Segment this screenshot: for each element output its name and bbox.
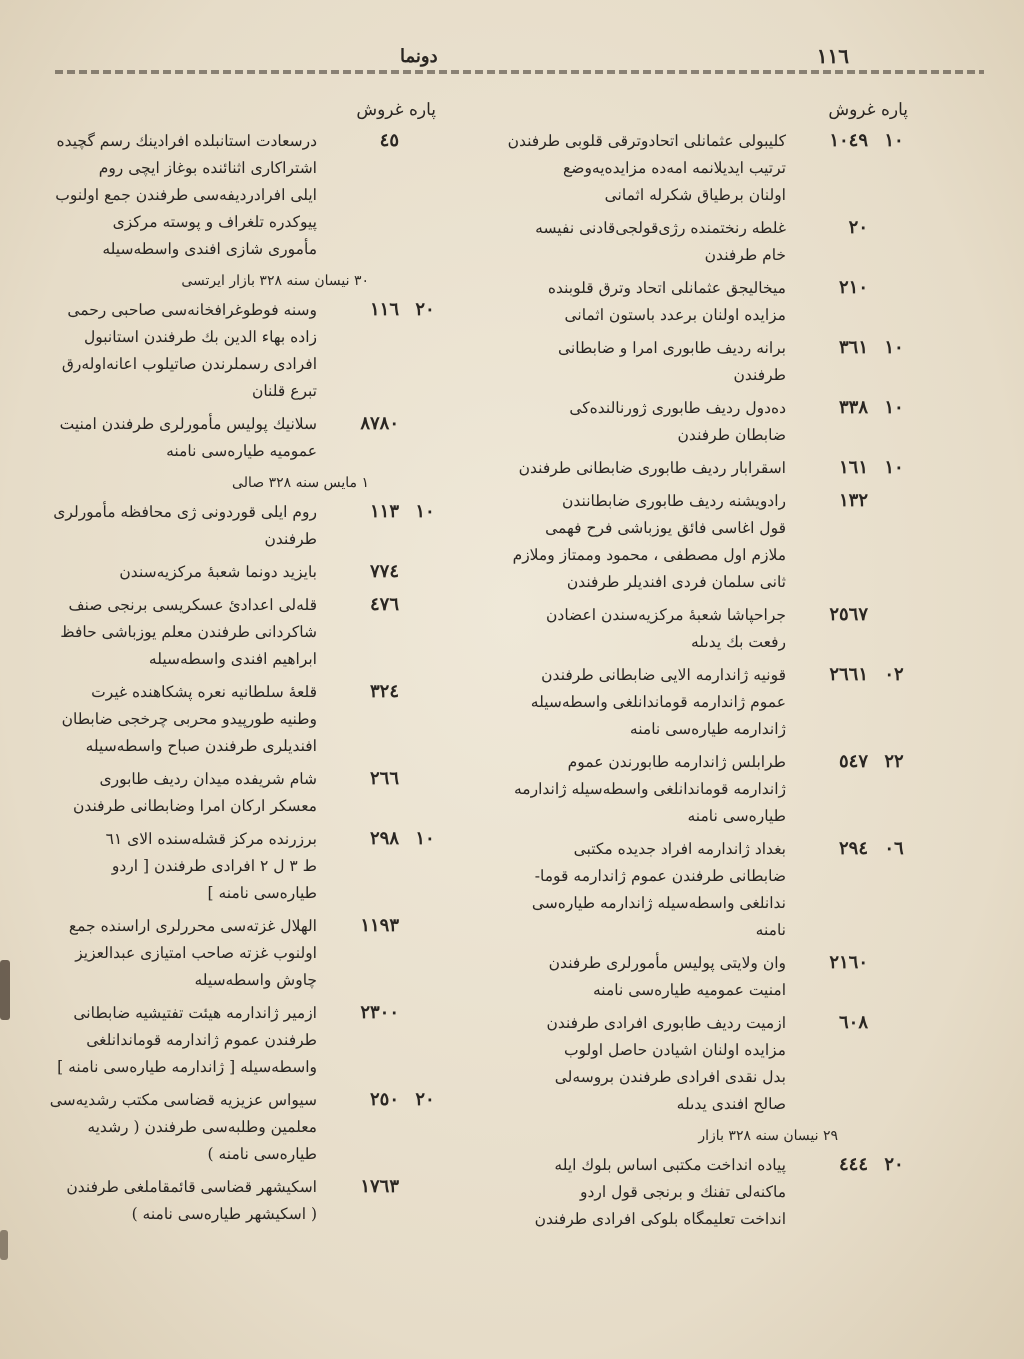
donation-entry bbox=[39, 411, 439, 465]
entry-amount bbox=[786, 1010, 908, 1118]
entry-amount bbox=[786, 488, 908, 596]
donation-entry bbox=[39, 499, 439, 553]
date-note: ٢٩ نيسان سنه ٣٢٨ بازار bbox=[698, 1128, 838, 1144]
entry-amount bbox=[317, 592, 439, 673]
description-line: طرفندن bbox=[733, 366, 786, 384]
date-note: ٣٠ نيسان سنه ٣٢٨ بازار ايرتسى bbox=[181, 273, 369, 289]
description-line: ط ٣ ل ٢ افرادى طرفندن [ اردو bbox=[111, 857, 317, 875]
gurus-value: ٢٥٠ bbox=[369, 1089, 399, 1110]
para-value bbox=[880, 952, 908, 1004]
gurus-value: ٢٩٤ bbox=[838, 838, 868, 859]
gurus-value: ٢١٠ bbox=[838, 277, 868, 298]
left-column bbox=[39, 128, 439, 1234]
description-line: اولنان برطياق شكرله اثمانى bbox=[604, 186, 786, 204]
entry-description bbox=[510, 749, 786, 830]
description-line: تبرع قلنان bbox=[251, 382, 317, 400]
gurus-value: ١٣٢ bbox=[838, 490, 868, 511]
description-line: چاوش واسطه‌سيله bbox=[194, 971, 317, 989]
page-title: دونما bbox=[400, 46, 438, 67]
donation-entry bbox=[39, 592, 439, 673]
entry-description bbox=[39, 1174, 317, 1228]
description-line: نامنه bbox=[755, 921, 786, 939]
entry-amount bbox=[317, 766, 439, 820]
para-value: ١٠ bbox=[415, 828, 435, 849]
donation-entry bbox=[510, 950, 908, 1004]
description-line: الهلال غزته‌سى محررلرى ارا‌سنده جمع bbox=[68, 917, 317, 935]
right-column-header: پاره غروش bbox=[828, 100, 908, 120]
donation-entry bbox=[510, 1010, 908, 1118]
description-line: درسعادت استانبلده افرادينك رسم گچيده bbox=[56, 132, 317, 150]
description-line: ژاندارمه طياره‌سى نامنه bbox=[629, 720, 786, 738]
para-value bbox=[411, 413, 439, 465]
donation-entry bbox=[510, 749, 908, 830]
description-line: معلمين وطلبه‌سى طرفندن ( رشديه bbox=[87, 1118, 317, 1136]
description-line: شاكردانى طرفندن معلم يوزباشى حافظ bbox=[60, 623, 317, 641]
entry-description bbox=[39, 913, 317, 994]
description-line: مزايده اولنان اشيادن حاصل اولوب bbox=[563, 1041, 786, 1059]
para-value bbox=[411, 594, 439, 673]
gurus-value: ٢٣٠٠ bbox=[360, 1002, 399, 1023]
para-value bbox=[880, 490, 908, 596]
para-value: ١٠ bbox=[415, 501, 435, 522]
para-value: ٢٠ bbox=[884, 1154, 904, 1175]
entry-description bbox=[39, 297, 317, 405]
description-line: ترتيب ايديلانمه امه‌ده مزايده‌يه‌وضع bbox=[563, 159, 786, 177]
entry-description bbox=[39, 559, 317, 586]
entry-description bbox=[39, 766, 317, 820]
entry-amount bbox=[786, 836, 908, 944]
para-value bbox=[411, 561, 439, 586]
gurus-value: ٥٤٧ bbox=[838, 751, 868, 772]
entry-amount bbox=[786, 602, 908, 656]
description-line: معسكر اركان امرا وضابطانى طرفندن bbox=[72, 797, 317, 815]
entry-description bbox=[510, 662, 786, 743]
para-value bbox=[880, 277, 908, 329]
description-line: ضابطانى طرفندن عموم ژاندارمه قوما- bbox=[534, 867, 786, 885]
para-value: ١٠ bbox=[884, 397, 904, 418]
description-line: ملازم اول مصطفى ، محمود وممتاز وملازم bbox=[512, 546, 786, 564]
para-value: ٢٢ bbox=[884, 751, 904, 772]
description-line: ازميت رديف طابورى افرادى طرفندن bbox=[546, 1014, 786, 1032]
description-line: طياره‌سى نامنه ) bbox=[207, 1145, 317, 1163]
description-line: عموميه طياره‌سى نامنه bbox=[166, 442, 317, 460]
description-line: بايزيد دونما شعبهٔ مركزيه‌سندن bbox=[119, 563, 317, 581]
gurus-value: ٢٥٦٧ bbox=[829, 604, 868, 625]
description-line: رفعت بك يدىله bbox=[690, 633, 786, 651]
description-line: ماكنه‌لى تفنك و برنجى قول اردو bbox=[579, 1183, 786, 1201]
page-stain bbox=[0, 1230, 8, 1260]
description-line: كليبولى عثمانلى اتحادوترقى قلوبى طرفندن bbox=[507, 132, 786, 150]
donation-entry bbox=[510, 275, 908, 329]
description-line: عموم ژاندارمه قوماندانلغى واسطه‌سيله bbox=[530, 693, 786, 711]
donation-entry bbox=[510, 836, 908, 944]
entry-amount bbox=[786, 215, 908, 269]
description-line: قله‌لى اعدادىٔ عسكريسى برنجى صنف bbox=[68, 596, 317, 614]
description-line: زاده بهاء الدين بك طرفندن استانبول bbox=[83, 328, 317, 346]
gurus-value: ١١٦ bbox=[369, 299, 399, 320]
entry-amount bbox=[317, 411, 439, 465]
description-line: طرفندن عموم ژاندارمه قوماندانلغى bbox=[86, 1031, 317, 1049]
description-line: برانه رديف طابورى امرا و ضابطانى bbox=[558, 339, 786, 357]
entry-amount bbox=[317, 913, 439, 994]
entry-description bbox=[510, 455, 786, 482]
description-line: ندانلغى واسطه‌سيله ژاندارمه طياره‌سى bbox=[531, 894, 786, 912]
entry-description bbox=[39, 679, 317, 760]
donation-entry bbox=[510, 1152, 908, 1233]
description-line: رادويشنه رديف طابورى ضابطانندن bbox=[562, 492, 786, 510]
entry-description bbox=[510, 215, 786, 269]
entry-amount bbox=[786, 395, 908, 449]
para-value bbox=[411, 1002, 439, 1081]
donation-entry bbox=[39, 559, 439, 586]
entry-description bbox=[39, 826, 317, 907]
description-line: طياره‌سى نامنه ] bbox=[207, 884, 317, 902]
description-line: قول اغاسى فائق يوزباشى فرح فهمى bbox=[545, 519, 786, 537]
entry-amount bbox=[317, 128, 439, 263]
entry-amount bbox=[786, 335, 908, 389]
entry-description bbox=[510, 488, 786, 596]
entry-amount bbox=[786, 275, 908, 329]
gurus-value: ١١٩٣ bbox=[360, 915, 399, 936]
gurus-value: ١٦١ bbox=[838, 457, 868, 478]
donation-entry bbox=[39, 297, 439, 405]
entry-description bbox=[510, 950, 786, 1004]
description-line: ضابطان طرفندن bbox=[677, 426, 786, 444]
para-value: ٠٦ bbox=[884, 838, 904, 859]
para-value bbox=[411, 768, 439, 820]
description-line: اولنوب غزته صاحب امتيازى عبدالعزيز bbox=[75, 944, 317, 962]
entry-description bbox=[510, 395, 786, 449]
description-line: صالح افندى يدىله bbox=[676, 1095, 786, 1113]
description-line: ابراهيم افندى واسطه‌سيله bbox=[148, 650, 317, 668]
description-line: وطنيه طورپيدو محربى چرخجى ضابطان bbox=[61, 710, 317, 728]
para-value: ١٠ bbox=[884, 337, 904, 358]
description-line: مأمورى شازى افندى واسطه‌سيله bbox=[102, 240, 317, 258]
entry-description bbox=[510, 1152, 786, 1233]
gurus-value: ٤٥ bbox=[379, 130, 399, 151]
entry-description bbox=[39, 592, 317, 673]
description-line: ايلى افرادرديفه‌سى طرفندن جمع اولنوب bbox=[55, 186, 317, 204]
donation-entry bbox=[510, 395, 908, 449]
entry-description bbox=[510, 335, 786, 389]
entry-description bbox=[39, 1000, 317, 1081]
description-line: روم ايلى قوردونى ژى محافظه مأمورلرى bbox=[53, 503, 317, 521]
donation-entry bbox=[510, 602, 908, 656]
description-line: قونيه ژاندارمه الايى ضابطانى طرفندن bbox=[541, 666, 786, 684]
description-line: طرفندن bbox=[264, 530, 317, 548]
gurus-value: ٣٦١ bbox=[838, 337, 868, 358]
gurus-value: ٢٦٦ bbox=[369, 768, 399, 789]
description-line: قلعهٔ سلطانيه نعره پشكاهنده غيرت bbox=[91, 683, 317, 701]
donation-entry bbox=[39, 826, 439, 907]
page-number: ١١٦ bbox=[816, 44, 849, 68]
right-column bbox=[507, 128, 908, 1239]
entry-description bbox=[508, 128, 786, 209]
description-line: شام شريفده ميدان رديف طابورى bbox=[99, 770, 317, 788]
donation-entry bbox=[510, 335, 908, 389]
entry-amount bbox=[317, 1174, 439, 1228]
donation-entry bbox=[507, 128, 908, 209]
description-line: واسطه‌سيله [ ژاندارمه طياره‌سى نامنه ] bbox=[57, 1058, 317, 1076]
gurus-value: ٢٩٨ bbox=[369, 828, 399, 849]
page-stain bbox=[0, 960, 10, 1020]
description-line: ثانى سلمان فردى افنديلر طرفندن bbox=[566, 573, 786, 591]
entry-description bbox=[39, 1087, 317, 1168]
entry-amount bbox=[317, 826, 439, 907]
description-line: ازمير ژاندارمه هيئت تفتيشيه ضابطانى bbox=[73, 1004, 317, 1022]
description-line: مزايده اولنان برعدد باستون اثمانى bbox=[564, 306, 786, 324]
description-line: افنديلرى طرفندن صباح واسطه‌سيله bbox=[85, 737, 317, 755]
gurus-value: ٤٧٦ bbox=[369, 594, 399, 615]
left-column-header: پاره غروش bbox=[356, 100, 436, 120]
description-line: اشتراكارى اثنائنده بوغاز ايچى روم bbox=[98, 159, 317, 177]
para-value: ٢٠ bbox=[415, 299, 435, 320]
para-value bbox=[880, 217, 908, 269]
entry-amount bbox=[786, 1152, 908, 1233]
description-line: اسكيشهر قضاسى قائمقاملغى طرفندن bbox=[66, 1178, 317, 1196]
entry-amount bbox=[317, 297, 439, 405]
description-line: پيوكدره تلغراف و پوسته مركزى bbox=[112, 213, 317, 231]
entry-amount bbox=[317, 1087, 439, 1168]
description-line: خام طرفندن bbox=[704, 246, 786, 264]
gurus-value: ٧٧٤ bbox=[369, 561, 399, 582]
date-note: ١ مايس سنه ٣٢٨ صالى bbox=[232, 475, 369, 491]
gurus-value: ٤٤٤ bbox=[838, 1154, 868, 1175]
description-line: غلطه رنختمنده رژى‌قولجى‌قادنى نفيسه bbox=[535, 219, 786, 237]
para-value bbox=[880, 1012, 908, 1118]
entry-amount bbox=[317, 679, 439, 760]
gurus-value: ٦٠٨ bbox=[838, 1012, 868, 1033]
gurus-value: ٢٠ bbox=[848, 217, 868, 238]
donation-entry bbox=[510, 215, 908, 269]
entry-amount bbox=[786, 455, 908, 482]
description-line: پياده انداخت مكتبى اساس بلوك ايله bbox=[554, 1156, 786, 1174]
description-line: بدل نقدى افرادى طرفندن بروسه‌لى bbox=[554, 1068, 786, 1086]
donation-entry bbox=[510, 488, 908, 596]
donation-entry bbox=[39, 1087, 439, 1168]
donation-entry bbox=[39, 766, 439, 820]
description-line: اندا‌خت تعليمگاه بلوكى افرادى طرفندن bbox=[534, 1210, 786, 1228]
description-line: ( اسكيشهر طياره‌سى نامنه ) bbox=[131, 1205, 317, 1223]
description-line: ميخاليجق عثمانلى اتحاد وترق قلوبنده bbox=[547, 279, 786, 297]
donation-entry bbox=[39, 1000, 439, 1081]
gurus-value: ١٠٤٩ bbox=[829, 130, 868, 151]
entry-description bbox=[39, 128, 317, 263]
donation-entry bbox=[39, 128, 439, 263]
description-line: دەدول رديف طابورى ژورنالنده‌كى bbox=[569, 399, 786, 417]
gurus-value: ٣٣٨ bbox=[838, 397, 868, 418]
donation-entry bbox=[39, 913, 439, 994]
description-line: وسنه فوطوغرافخانه‌سى صاحبى رحمى bbox=[67, 301, 317, 319]
entry-amount bbox=[786, 749, 908, 830]
gurus-value: ١١٣ bbox=[369, 501, 399, 522]
donation-entry bbox=[39, 1174, 439, 1228]
para-value bbox=[411, 681, 439, 760]
entry-description bbox=[510, 275, 786, 329]
description-line: سيواس عزيزيه قضاسى مكتب رشديه‌سى bbox=[49, 1091, 317, 1109]
description-line: سلانيك پوليس مأمورلرى طرفندن امنيت bbox=[59, 415, 317, 433]
para-value bbox=[880, 604, 908, 656]
entry-amount bbox=[786, 128, 908, 209]
para-value: ٢٠ bbox=[415, 1089, 435, 1110]
entry-amount bbox=[317, 499, 439, 553]
header-rule bbox=[55, 70, 984, 74]
donation-entry bbox=[39, 679, 439, 760]
entry-amount bbox=[317, 559, 439, 586]
description-line: برزرنده مركز قشله‌سنده الاى ٦١ bbox=[105, 830, 317, 848]
gurus-value: ١٧٦٣ bbox=[360, 1176, 399, 1197]
entry-description bbox=[510, 1010, 786, 1118]
para-value bbox=[411, 915, 439, 994]
gurus-value: ٢١٦٠ bbox=[829, 952, 868, 973]
para-value: ٠٢ bbox=[884, 664, 904, 685]
gurus-value: ٣٢٤ bbox=[369, 681, 399, 702]
gurus-value: ٨٧٨٠ bbox=[360, 413, 399, 434]
description-line: بغداد ژاندارمه افراد جديده مكتبى bbox=[573, 840, 786, 858]
description-line: طرابلس ژاندارمه طابورندن عموم bbox=[567, 753, 786, 771]
description-line: امنيت عموميه طياره‌سى نامنه bbox=[592, 981, 786, 999]
description-line: ژاندارمه قوماندانلغى واسطه‌سيله ژاندارمه bbox=[513, 780, 786, 798]
entry-description bbox=[510, 602, 786, 656]
entry-description bbox=[510, 836, 786, 944]
entry-amount bbox=[786, 950, 908, 1004]
para-value: ١٠ bbox=[884, 130, 904, 151]
donation-entry bbox=[510, 662, 908, 743]
para-value: ١٠ bbox=[884, 457, 904, 478]
para-value bbox=[411, 1176, 439, 1228]
entry-amount bbox=[317, 1000, 439, 1081]
entry-amount bbox=[786, 662, 908, 743]
description-line: اسقرابار رديف طابورى ضابطانى طرفندن bbox=[518, 459, 786, 477]
description-line: افرادى رسملرندن صاتيلوب اعانه‌اولەرق bbox=[61, 355, 317, 373]
donation-entry bbox=[510, 455, 908, 482]
entry-description bbox=[39, 411, 317, 465]
description-line: جراحپاشا شعبهٔ مركزيه‌سندن اعضادن bbox=[546, 606, 786, 624]
para-value bbox=[411, 130, 439, 263]
entry-description bbox=[39, 499, 317, 553]
gurus-value: ٢٦٦١ bbox=[829, 664, 868, 685]
description-line: طياره‌سى نامنه bbox=[687, 807, 786, 825]
description-line: وان ولايتى پوليس مأمورلرى طرفندن bbox=[548, 954, 786, 972]
